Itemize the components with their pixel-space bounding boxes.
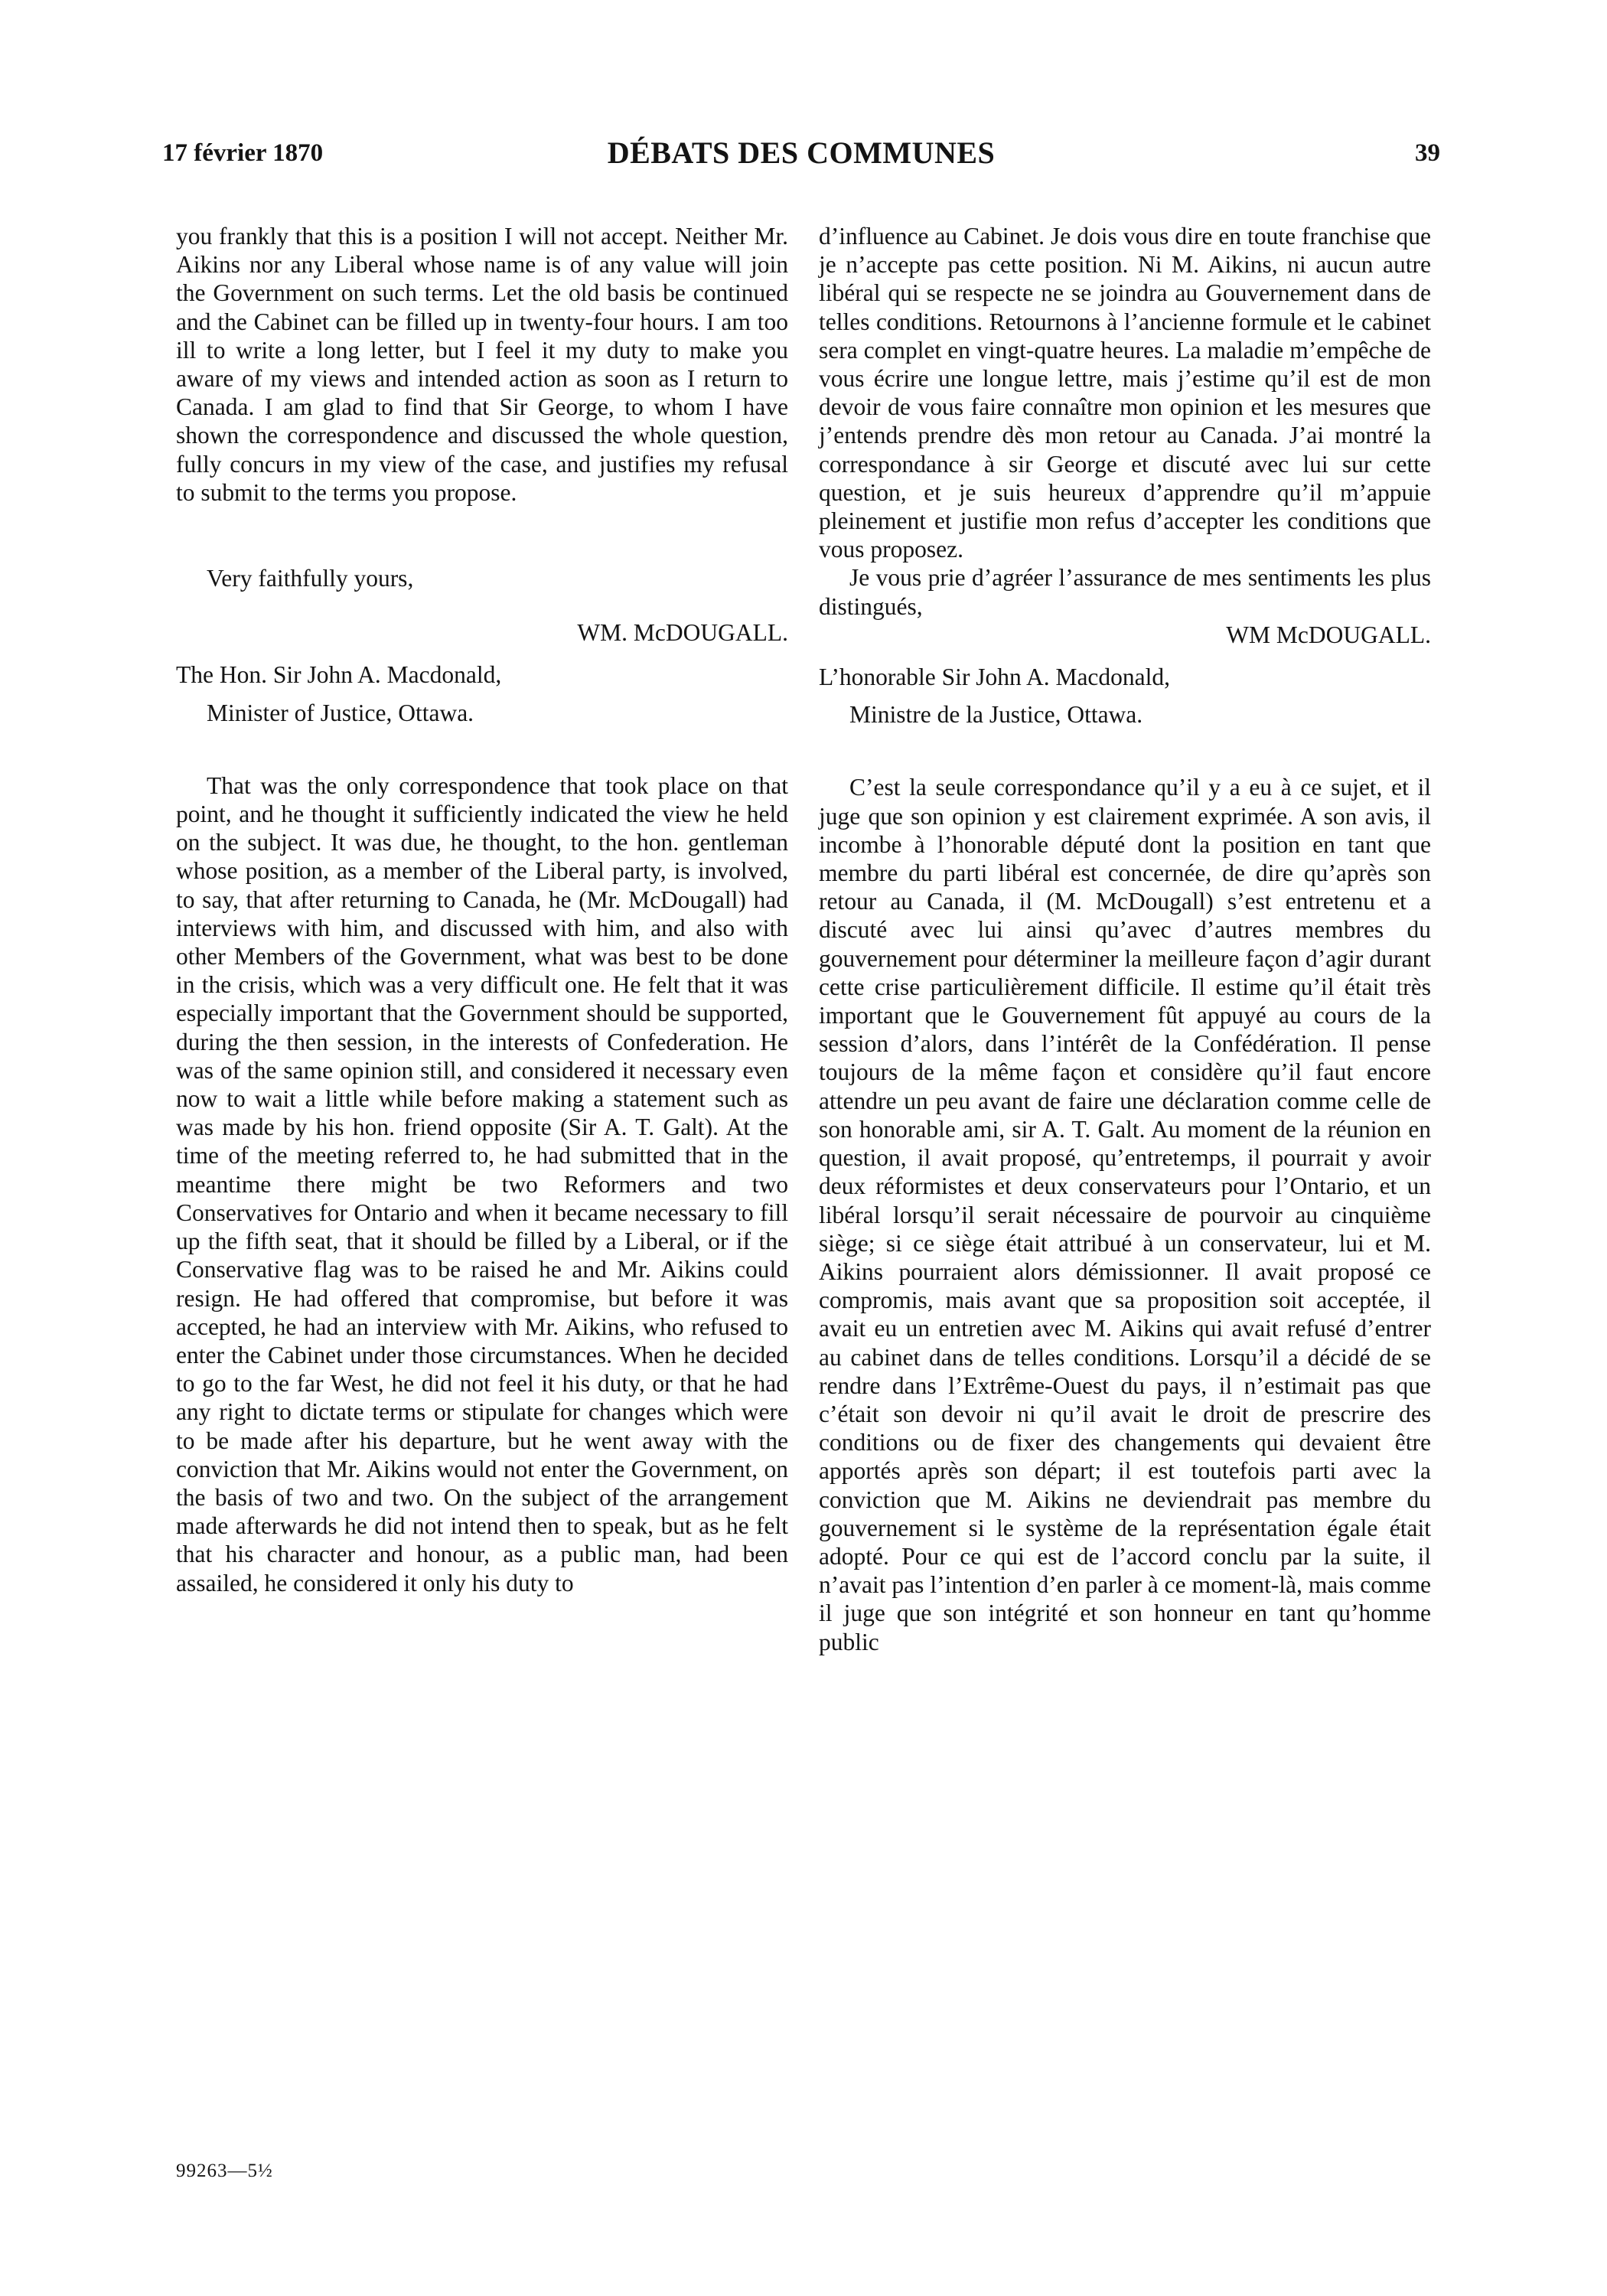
closing-en: Very faithfully yours, — [207, 565, 414, 592]
page-header — [162, 135, 1440, 178]
letter-body-en: you frankly that this is a position I will not accept. Neither Mr. Aikins nor any Liberal whose name is of any value will join the Government on such terms. Let the old basis be continued and the Cabinet can be filled up in twenty-four hours. I am too ill to write a long letter, but I feel it my duty to make you aware of my views and intended action as soon as I return to Canada. I am glad to find that Sir George, to whom I have shown the correspondence and discussed the whole question, fully concurs in my view of the case, and justifies my refusal to submit to the terms you propose. — [176, 223, 788, 506]
header-title: DÉBATS DES COMMUNES — [607, 135, 996, 170]
page-number: 39 — [1415, 139, 1440, 167]
addressee-title-en: Minister of Justice, Ottawa. — [207, 699, 474, 726]
closing-fr: Je vous prie d’agréer l’assurance de mes sentiments les plus distingués, — [819, 564, 1431, 620]
addressee-en: The Hon. Sir John A. Macdonald, — [176, 661, 502, 689]
french-column — [819, 222, 1431, 1656]
addressee-title-fr: Ministre de la Justice, Ottawa. — [849, 701, 1143, 729]
paragraph-fr: C’est la seule correspondance qu’il y a eu à ce sujet, et il juge que son opinion y est clairement exprimée. A son avis, il incombe à l’honorable député dont la position en tant que membre du parti libéral est concernée, de dire qu’après son retour au Canada, il (M. McDougall) s’est entretenu et a discuté avec lui ainsi qu’avec d’autres membres du gouvernement pour déterminer la meilleure façon d’agir durant cette crise particulièrement difficile. Il estime qu’il était très important que le Gouvernement fût appuyé au cours de la session d’alors, dans l’intérêt de la Confédération. Il pense toujours de la même façon et considère qu’il faut encore attendre un peu avant de faire une déclaration comme celle de son honorable ami, sir A. T. Galt. Au moment de la réunion en question, il avait proposé, qu’entretemps, il pourrait y avoir deux réformistes et deux conservateurs pour l’Ontario, et un libéral lorsqu’il serait nécessaire de pourvoir au cinquième siège; si ce siège était attribué à un conservateur, lui et M. Aikins pourraient alors démissionner. Il avait proposé ce compromis, mais avant que sa proposition soit acceptée, il avait eu un entretien avec M. Aikins qui avait refusé d’entrer au cabinet dans de telles conditions. Lorsqu’il a décidé de se rendre dans l’Extrême-Ouest du pays, il n’estimait pas que c’était son devoir ni qu’il avait le droit de prescrire des conditions ou de fixer des changements qui devaient être apportés après son départ; il est toutefois parti avec la conviction que M. Aikins ne deviendrait pas membre du gouvernement si le système de la représentation égale était adopté. Pour ce qui est de l’accord conclu par la suite, il n’avait pas l’intention d’en parler à ce moment-là, mais comme il juge que son intégrité et son honneur en tant qu’homme public — [819, 774, 1431, 1655]
footer-code: 99263—5½ — [176, 2161, 273, 2181]
letter-body-fr: d’influence au Cabinet. Je dois vous dire en toute franchise que je n’accepte pas cette position. Ni M. Aikins, ni aucun autre libéral qui se respecte ne se joindra au Gouvernement dans de telles conditions. Retournons à l’ancienne formule et le cabinet sera complet en vingt-quatre heures. La maladie m’empêche de vous écrire une longue lettre, mais j’estime qu’il est de mon devoir de vous faire connaître mon opinion et les mesures que j’entends prendre dès mon retour au Canada. J’ai montré la correspondance à sir George et discuté avec lui sur cette question, et je suis heureux d’apprendre qu’il m’appuie pleinement et justifie mon refus d’accepter les conditions que vous proposez. — [819, 223, 1431, 563]
addressee-fr: L’honorable Sir John A. Macdonald, — [819, 664, 1171, 691]
english-column — [176, 222, 788, 1597]
paragraph-en: That was the only correspondence that took place on that point, and he thought it sufficiently indicated the view he held on the subject. It was due, he thought, to the hon. gentleman whose position, as a member of the Liberal party, is involved, to say, that after returning to Canada, he (Mr. McDougall) had interviews with him, and discussed with him, and also with other Members of the Government, what was best to be done in the crisis, which was a very difficult one. He felt that it was especially important that the Government should be supported, during the then session, in the interests of Confederation. He was of the same opinion still, and considered it necessary even now to wait a little while before making a statement such as was made by his hon. friend opposite (Sir A. T. Galt). At the time of the meeting referred to, he had submitted that in the meantime there might be two Reformers and two Conservatives for Ontario and when it became necessary to fill up the fifth seat, that it should be filled by a Liberal, or if the Conservative flag was to be raised he and Mr. Aikins could resign. He had offered that compromise, but before it was accepted, he had an interview with Mr. Aikins, who refused to enter the Cabinet under those circumstances. When he decided to go to the far West, he did not feel it his duty, or that he had any right to dictate terms or stipulate for changes which were to be made after his departure, but he went away with the conviction that Mr. Aikins would not enter the Government, on the basis of two and two. On the subject of the arrangement made afterwards he did not intend then to speak, but as he felt that his character and honour, as a public man, had been assailed, he considered it only his duty to — [176, 771, 788, 1596]
signature-en: WM. McDOUGALL. — [577, 619, 788, 647]
signature-fr: WM McDOUGALL. — [1226, 621, 1431, 648]
header-date: 17 février 1870 — [162, 139, 324, 167]
